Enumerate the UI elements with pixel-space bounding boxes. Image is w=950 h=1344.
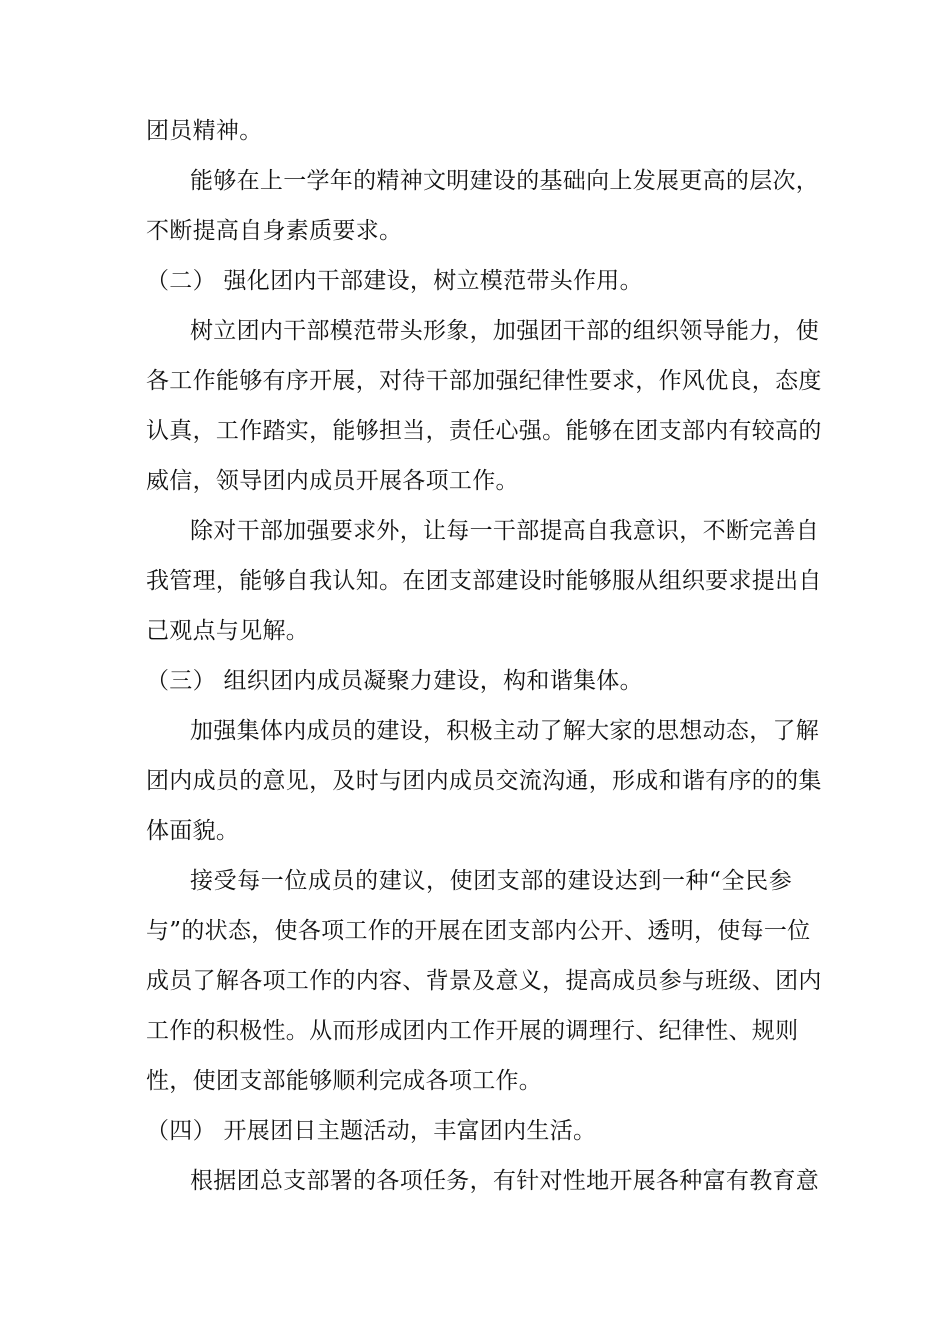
body-text-line: 不断提高自身素质要求。 [146, 218, 403, 244]
paragraph-first-line: 接受每一位成员的建议，使团支部的建设达到一种“全民参 [190, 868, 792, 894]
paragraph-first-line: 树立团内干部模范带头形象，加强团干部的组织领导能力，使 [190, 318, 820, 344]
paragraph-first-line: 加强集体内成员的建设，积极主动了解大家的思想动态，了解 [190, 718, 820, 744]
paragraph-first-line: 根据团总支部署的各项任务，有针对性地开展各种富有教育意 [190, 1168, 820, 1194]
body-text-line: 己观点与见解。 [146, 618, 310, 644]
body-text-line: 各工作能够有序开展，对待干部加强纪律性要求，作风优良，态度 [146, 368, 822, 394]
paragraph-first-line: 能够在上一学年的精神文明建设的基础向上发展更高的层次， [190, 168, 820, 194]
body-text-line: 性，使团支部能够顺利完成各项工作。 [146, 1068, 543, 1094]
body-text-line: 我管理，能够自我认知。在团支部建设时能够服从组织要求提出自 [146, 568, 822, 594]
body-text-line: 团员精神。 [146, 118, 263, 144]
section-heading-4: （四） 开展团日主题活动，丰富团内生活。 [146, 1118, 597, 1144]
body-text-line: 成员了解各项工作的内容、背景及意义，提高成员参与班级、团内 [146, 968, 822, 994]
body-text-line: 体面貌。 [146, 818, 240, 844]
section-heading-3: （三） 组织团内成员凝聚力建设，构和谐集体。 [146, 668, 643, 694]
section-heading-2: （二） 强化团内干部建设，树立模范带头作用。 [146, 268, 643, 294]
paragraph-first-line: 除对干部加强要求外，让每一干部提高自我意识，不断完善自 [190, 518, 820, 544]
body-text-line: 认真，工作踏实，能够担当，责任心强。能够在团支部内有较高的 [146, 418, 822, 444]
body-text-line: 工作的积极性。从而形成团内工作开展的调理行、纪律性、规则 [146, 1018, 799, 1044]
body-text-line: 团内成员的意见，及时与团内成员交流沟通，形成和谐有序的的集 [146, 768, 822, 794]
body-text-line: 威信，领导团内成员开展各项工作。 [146, 468, 519, 494]
body-text-line: 与”的状态，使各项工作的开展在团支部内公开、透明，使每一位 [146, 918, 811, 944]
